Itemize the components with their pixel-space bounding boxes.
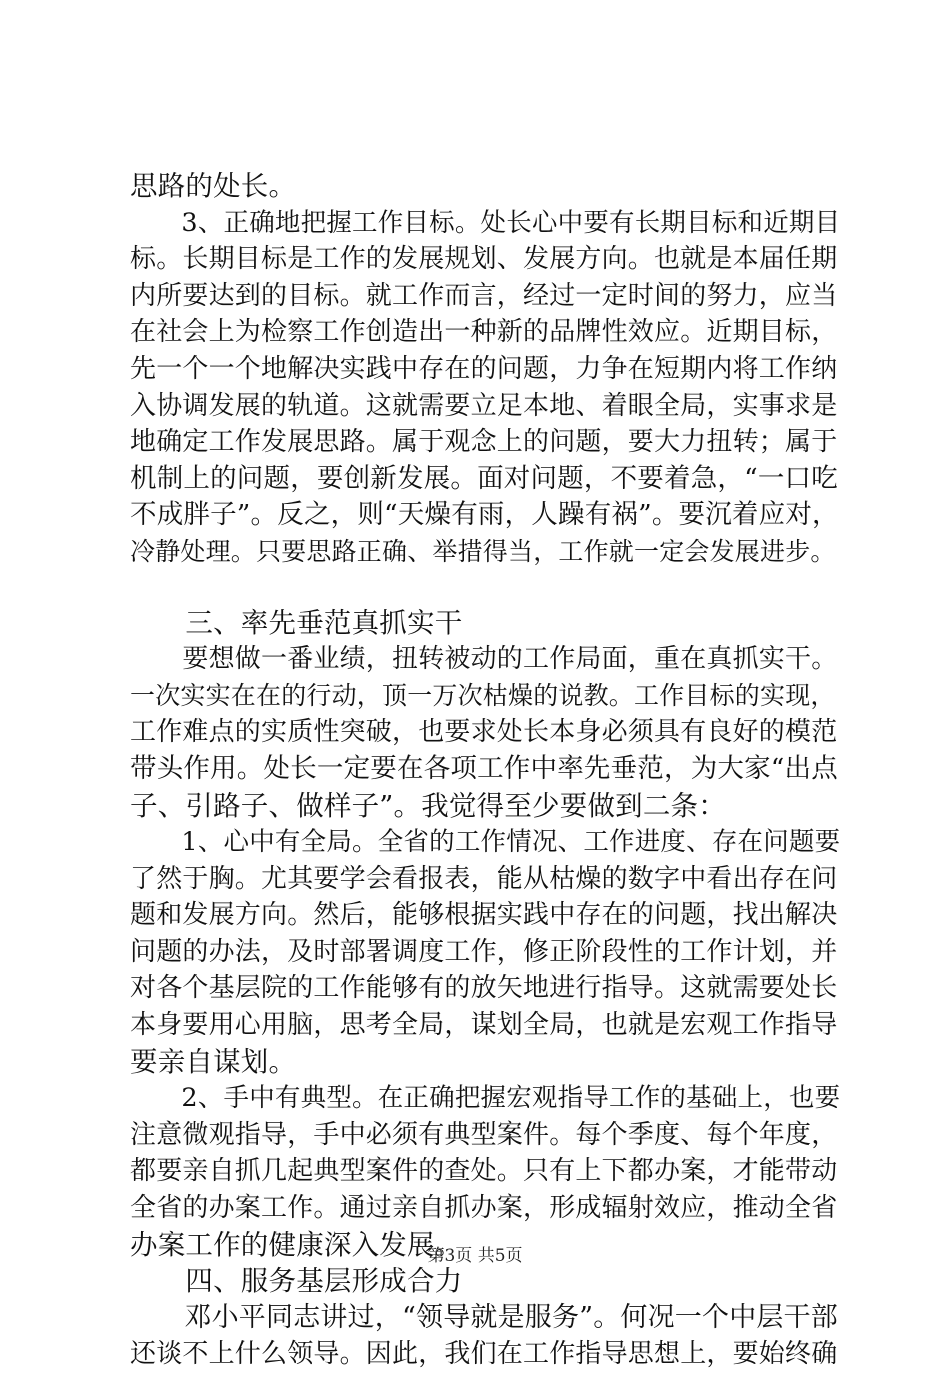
section-heading: 三、率先垂范真抓实干: [130, 606, 463, 639]
text-line: 标。长期目标是工作的发展规划、发展方向。也就是本届任期: [130, 244, 838, 275]
text-line: 要亲自谋划。: [130, 1045, 297, 1078]
paragraph-overall-view: [130, 824, 840, 1080]
text-line: 入协调发展的轨道。这就需要立足本地、着眼全局，实事求是: [130, 390, 838, 421]
text-line: 工作难点的实质性突破，也要求处长本身必须具有良好的模范: [130, 717, 838, 748]
text-line: 要想做一番业绩，扭转被动的工作局面，重在真抓实干。: [130, 644, 838, 675]
text-line: 3、正确地把握工作目标。处长心中要有长期目标和近期目: [130, 207, 841, 238]
text-line: 全省的办案工作。通过亲自抓办案，形成辐射效应，推动全省: [130, 1193, 838, 1224]
paragraph-continuation: [130, 168, 840, 205]
text-line: 子、引路子、做样子”。我觉得至少要做到二条：: [130, 789, 726, 822]
document-body: [130, 168, 840, 1373]
text-line: 都要亲自抓几起典型案件的查处。只有上下都办案，才能带动: [130, 1156, 838, 1187]
text-line: 1、心中有全局。全省的工作情况、工作进度、存在问题要: [130, 827, 841, 858]
text-line: 题和发展方向。然后，能够根据实践中存在的问题，找出解决: [130, 900, 838, 931]
text-line: 机制上的问题，要创新发展。面对问题，不要着急，“一口吃: [130, 462, 838, 494]
page-number-footer: 第3页 共5页: [427, 1246, 523, 1266]
text-line: 问题的办法，及时部署调度工作，修正阶段性的工作计划，并: [130, 936, 838, 967]
text-line: 不成胖子”。反之，则“天燥有雨，人躁有祸”。要沉着应对，: [130, 499, 839, 531]
paragraph-service: [130, 1300, 840, 1373]
paragraph-typical-cases: [130, 1080, 840, 1263]
text-line: 注意微观指导，手中必须有典型案件。每个季度、每个年度，: [130, 1119, 838, 1150]
paragraph-work-goals: [130, 205, 840, 571]
text-line: 对各个基层院的工作能够有的放矢地进行指导。这就需要处长: [130, 973, 838, 1004]
text-line: 还谈不上什么领导。因此，我们在工作指导思想上，要始终确: [130, 1339, 838, 1370]
text-line: 一次实实在在的行动，顶一万次枯燥的说教。工作目标的实现，: [130, 680, 836, 710]
text-line: 在社会上为检察工作创造出一种新的品牌性效应。近期目标，: [130, 317, 838, 348]
text-line: 了然于胸。尤其要学会看报表，能从枯燥的数字中看出存在问: [130, 863, 838, 894]
text-line: 地确定工作发展思路。属于观念上的问题，要大力扭转；属于: [130, 427, 838, 458]
text-line: 办案工作的健康深入发展。: [130, 1228, 463, 1261]
section-heading-four: [130, 1263, 840, 1300]
text-line: 内所要达到的目标。就工作而言，经过一定时间的努力，应当: [130, 280, 838, 311]
text-line: 本身要用心用脑，思考全局，谋划全局，也就是宏观工作指导: [130, 1010, 838, 1041]
text-line: 先一个一个地解决实践中存在的问题，力争在短期内将工作纳: [130, 353, 838, 384]
section-heading-three: [130, 605, 840, 642]
text-line: 带头作用。处长一定要在各项工作中率先垂范，为大家“出点: [130, 752, 838, 784]
text-line: 邓小平同志讲过，“领导就是服务”。何况一个中层干部: [130, 1301, 839, 1333]
text-line: 冷静处理。只要思路正确、举措得当，工作就一定会发展进步。: [130, 536, 836, 566]
paragraph-lead-by-example: [130, 641, 840, 824]
text-line: 2、手中有典型。在正确把握宏观指导工作的基础上，也要: [130, 1083, 841, 1114]
text-line: 思路的处长。: [130, 170, 297, 202]
section-heading: 四、服务基层形成合力: [130, 1265, 463, 1298]
paragraph-spacer: [130, 571, 840, 605]
